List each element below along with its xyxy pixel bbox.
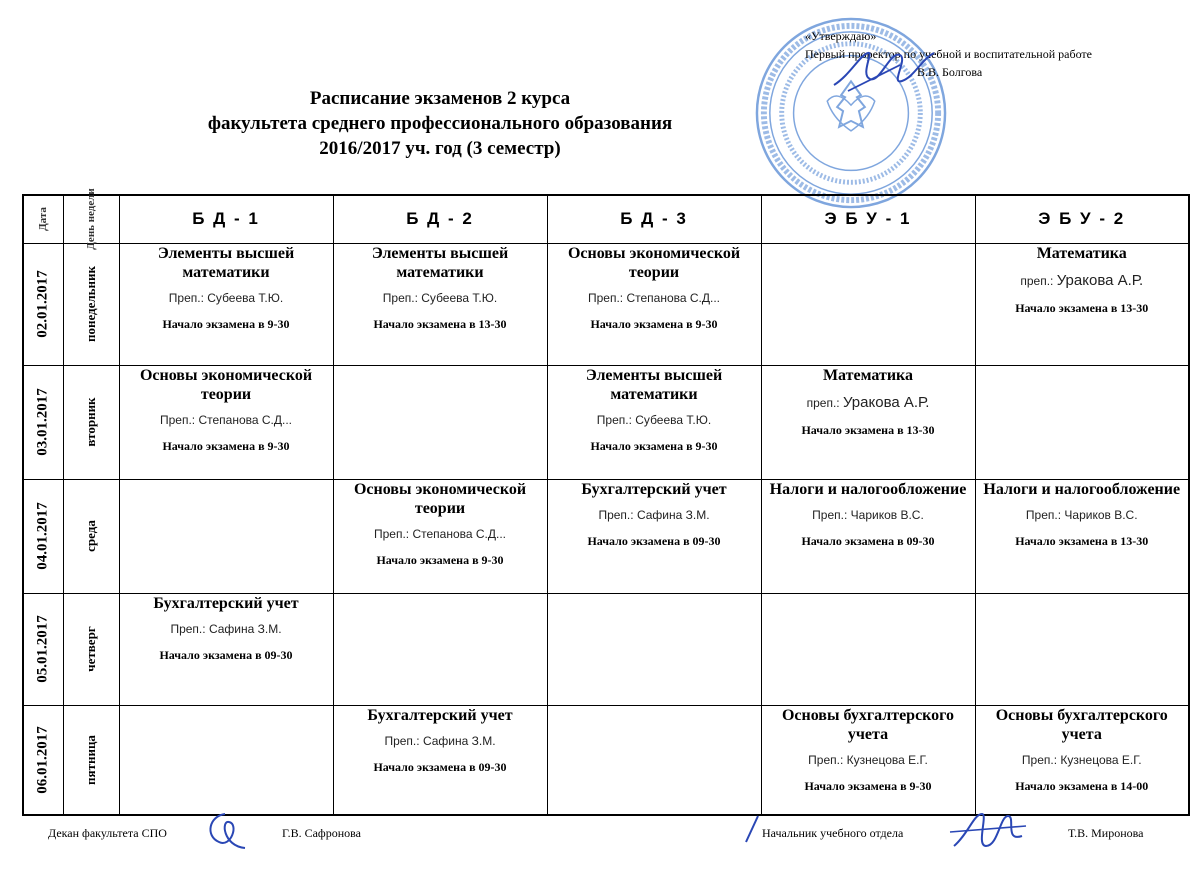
exam-cell [547, 479, 761, 593]
title-line-2: факультета среднего профессионального образования [207, 113, 673, 134]
exam-cell [119, 593, 333, 705]
teacher-prefix: Преп.: [1025, 507, 1065, 522]
teacher-prefix: Преп.: [382, 290, 422, 305]
exam-teacher [120, 622, 333, 636]
header-group-bd1: Б Д - 1 [119, 195, 333, 243]
exam-start-time: Начало экзамена в 13-30 [373, 316, 507, 331]
exam-subject: Налоги и налогообложение [983, 480, 1181, 498]
exam-cell [333, 479, 547, 593]
exam-start-time: Начало экзамена в 13-30 [801, 422, 935, 437]
header-group-bd2: Б Д - 2 [333, 195, 547, 243]
document-title [140, 86, 740, 161]
exam-cell [761, 479, 975, 593]
teacher-name: Сафина З.М. [636, 507, 710, 522]
approver-signature [830, 45, 940, 100]
schedule-row [23, 365, 1189, 479]
exam-cell [119, 243, 333, 365]
schedule-row [23, 479, 1189, 593]
dean-title: Декан факультета СПО [48, 826, 167, 840]
exam-subject: Элементы высшей математики [585, 366, 723, 403]
teacher-name: Степанова С.Д... [412, 526, 507, 541]
exam-cell [333, 593, 547, 705]
teacher-name: Субеева Т.Ю. [635, 412, 712, 427]
row-day: вторник [63, 365, 119, 479]
exam-start-time: Начало экзамена в 13-30 [1015, 533, 1149, 548]
row-day: среда [63, 479, 119, 593]
exam-cell [975, 593, 1189, 705]
exam-subject: Бухгалтерский учет [581, 480, 727, 498]
exam-start-time: Начало экзамена в 13-30 [1015, 300, 1149, 315]
row-day: четверг [63, 593, 119, 705]
title-line-1: Расписание экзаменов 2 курса [309, 88, 571, 109]
teacher-prefix: Преп.: [587, 290, 627, 305]
dean-name: Г.В. Сафронова [282, 826, 361, 840]
row-date: 03.01.2017 [23, 365, 63, 479]
teacher-name: Степанова С.Д... [198, 412, 293, 427]
row-day: понедельник [63, 243, 119, 365]
exam-cell [547, 705, 761, 815]
teacher-name: Сафина З.М. [208, 621, 282, 636]
exam-subject: Основы экономической теории [567, 244, 741, 281]
teacher-name: Уракова А.Р. [1056, 271, 1144, 289]
exam-subject: Бухгалтерский учет [153, 594, 299, 612]
approval-heading: «Утверждаю» [805, 29, 877, 43]
exam-cell [119, 365, 333, 479]
dean-signature [195, 808, 255, 853]
exam-subject: Бухгалтерский учет [367, 706, 513, 724]
exam-start-time: Начало экзамена в 9-30 [804, 778, 932, 793]
teacher-name: Чариков В.С. [1064, 507, 1138, 522]
row-day: пятница [63, 705, 119, 815]
teacher-prefix: Преп.: [808, 752, 847, 767]
exam-cell [547, 365, 761, 479]
title-line-3: 2016/2017 уч. год (3 семестр) [319, 138, 561, 159]
row-date: 05.01.2017 [23, 593, 63, 705]
teacher-name: Сафина З.М. [422, 733, 496, 748]
schedule-row [23, 705, 1189, 815]
header-row [23, 195, 1189, 243]
exam-cell [547, 243, 761, 365]
head-title: Начальник учебного отдела [762, 826, 904, 840]
exam-start-time: Начало экзамена в 9-30 [376, 552, 504, 567]
approver-name: В.В. Болгова [917, 65, 983, 79]
exam-start-time: Начало экзамена в 09-30 [587, 533, 721, 548]
exam-cell [547, 593, 761, 705]
exam-start-time: Начало экзамена в 9-30 [162, 316, 290, 331]
schedule-row [23, 593, 1189, 705]
exam-start-time: Начало экзамена в 14-00 [1015, 778, 1149, 793]
teacher-prefix: преп.: [806, 395, 843, 410]
exam-cell [975, 243, 1189, 365]
exam-cell [761, 365, 975, 479]
exam-teacher [762, 394, 975, 411]
exam-teacher [976, 272, 1189, 289]
exam-cell [119, 705, 333, 815]
head-name: Т.В. Миронова [1068, 826, 1144, 840]
header-group-bd3: Б Д - 3 [547, 195, 761, 243]
teacher-name: Уракова А.Р. [842, 393, 930, 411]
exam-teacher [548, 508, 761, 522]
exam-teacher [762, 508, 975, 522]
header-day: День недели [63, 195, 119, 243]
exam-subject: Основы бухгалтерского учета [995, 706, 1168, 743]
exam-teacher [976, 753, 1189, 767]
exam-teacher [762, 753, 975, 767]
exam-cell [975, 479, 1189, 593]
teacher-prefix: Преп.: [812, 507, 851, 522]
teacher-prefix: Преп.: [596, 412, 636, 427]
exam-teacher [548, 291, 761, 305]
exam-teacher [334, 291, 547, 305]
exam-teacher [334, 527, 547, 541]
header-group-ebu2: Э Б У - 2 [975, 195, 1189, 243]
exam-subject: Элементы высшей математики [157, 244, 295, 281]
exam-cell [333, 705, 547, 815]
exam-subject: Налоги и налогообложение [769, 480, 967, 498]
exam-start-time: Начало экзамена в 9-30 [590, 438, 718, 453]
header-group-ebu1: Э Б У - 1 [761, 195, 975, 243]
exam-subject: Основы экономической теории [353, 480, 527, 517]
exam-cell [975, 365, 1189, 479]
teacher-name: Степанова С.Д... [626, 290, 721, 305]
teacher-name: Чариков В.С. [850, 507, 924, 522]
exam-start-time: Начало экзамена в 09-30 [801, 533, 935, 548]
exam-cell [761, 705, 975, 815]
exam-subject: Математика [822, 366, 914, 384]
exam-cell [761, 243, 975, 365]
row-date: 06.01.2017 [23, 705, 63, 815]
exam-teacher [334, 734, 547, 748]
teacher-name: Кузнецова Е.Г. [846, 752, 928, 767]
exam-teacher [120, 291, 333, 305]
approver-position: Первый проректор по учебной и воспитательной работе [805, 47, 1092, 61]
exam-teacher [548, 413, 761, 427]
exam-cell [119, 479, 333, 593]
exam-cell [761, 593, 975, 705]
exam-subject: Основы экономической теории [139, 366, 313, 403]
exam-start-time: Начало экзамена в 09-30 [159, 647, 293, 662]
header-date: Дата [23, 195, 63, 243]
teacher-prefix: Преп.: [170, 621, 209, 636]
exam-cell [975, 705, 1189, 815]
teacher-prefix: преп.: [1020, 273, 1057, 288]
exam-subject: Элементы высшей математики [371, 244, 509, 281]
exam-teacher [976, 508, 1189, 522]
teacher-prefix: Преп.: [598, 507, 637, 522]
row-date: 02.01.2017 [23, 243, 63, 365]
teacher-name: Субеева Т.Ю. [207, 290, 284, 305]
exam-cell [333, 243, 547, 365]
teacher-name: Субеева Т.Ю. [421, 290, 498, 305]
exam-start-time: Начало экзамена в 9-30 [590, 316, 718, 331]
teacher-prefix: Преп.: [168, 290, 208, 305]
exam-cell [333, 365, 547, 479]
exam-teacher [120, 413, 333, 427]
teacher-prefix: Преп.: [384, 733, 423, 748]
exam-start-time: Начало экзамена в 09-30 [373, 759, 507, 774]
row-date: 04.01.2017 [23, 479, 63, 593]
teacher-prefix: Преп.: [373, 526, 413, 541]
exam-subject: Основы бухгалтерского учета [781, 706, 955, 743]
teacher-prefix: Преп.: [159, 412, 199, 427]
teacher-name: Кузнецова Е.Г. [1060, 752, 1142, 767]
head-signature [948, 806, 1028, 856]
exam-schedule-table [22, 188, 1190, 816]
schedule-row [23, 243, 1189, 365]
exam-subject: Математика [1036, 244, 1127, 262]
ink-mark [742, 814, 762, 844]
exam-start-time: Начало экзамена в 9-30 [162, 438, 290, 453]
teacher-prefix: Преп.: [1021, 752, 1061, 767]
